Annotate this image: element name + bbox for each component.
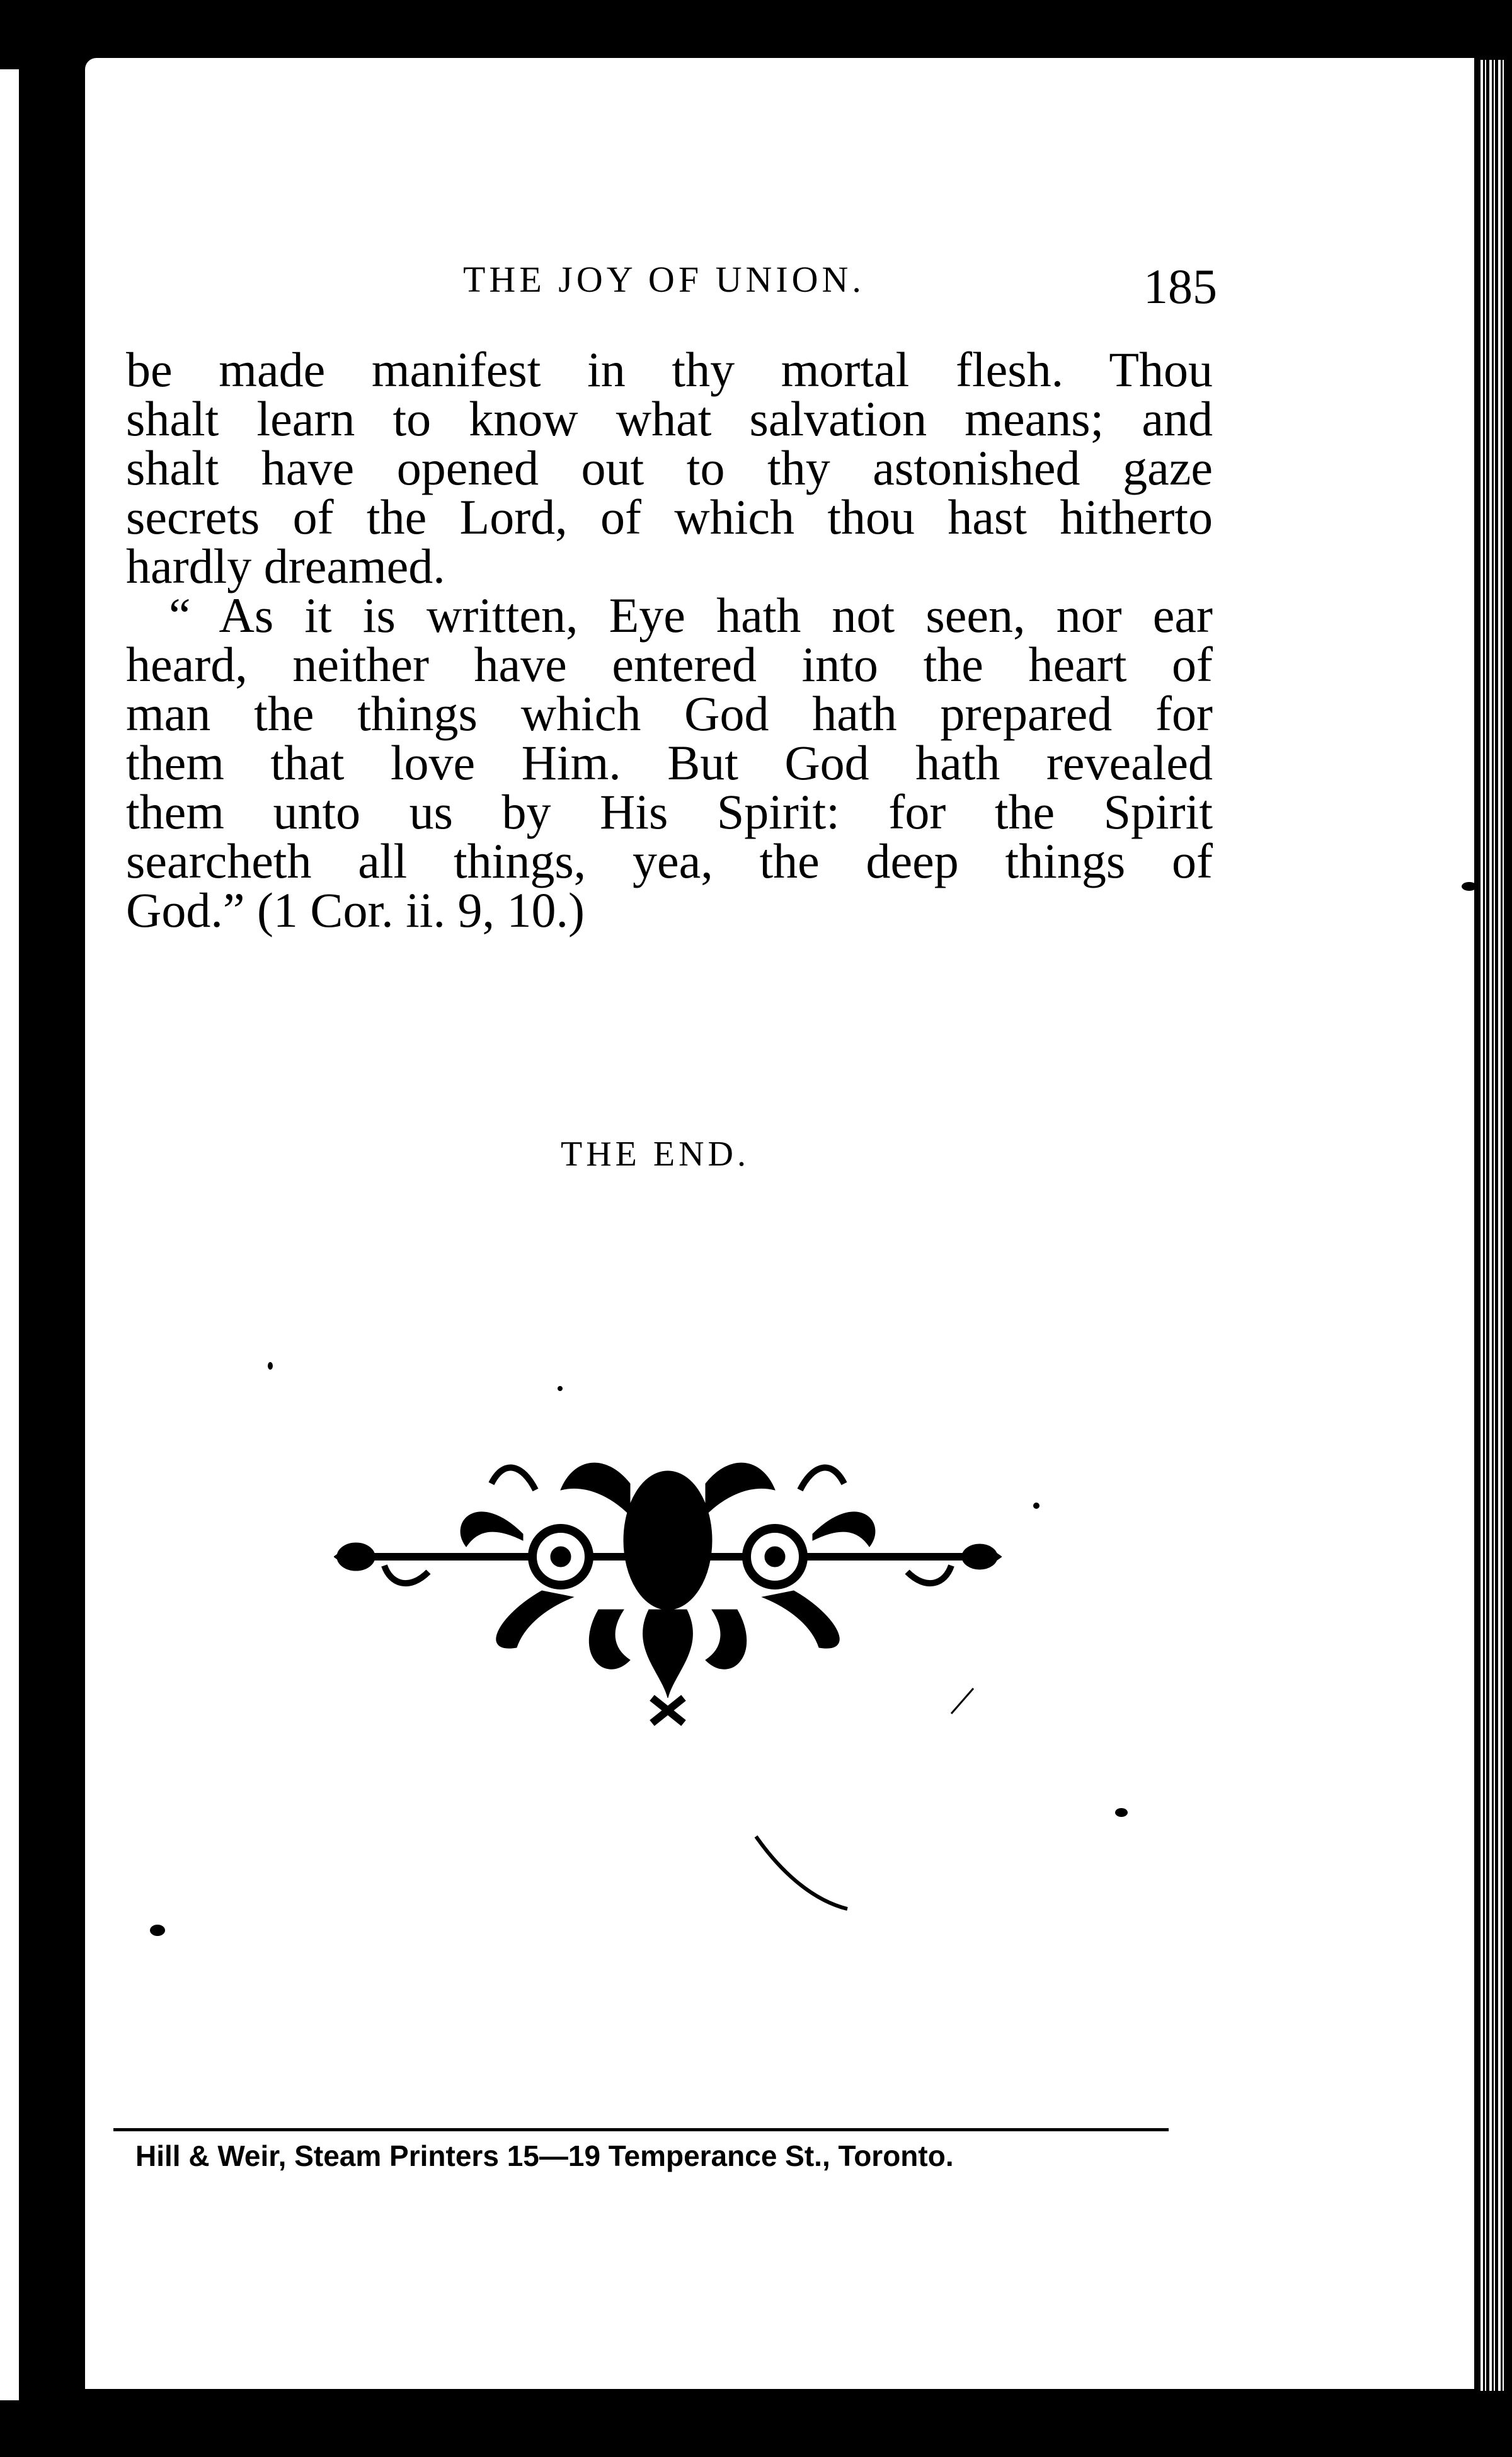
the-end-heading: THE END. <box>561 1135 750 1174</box>
text-line: God.” (1 Cor. ii. 9, 10.) <box>126 883 585 937</box>
scan-mark <box>945 1682 983 1720</box>
adjacent-page-edge <box>0 69 19 2400</box>
text-line: be made manifest in thy mortal flesh. Thou <box>126 342 1213 397</box>
imprint-rule <box>113 2128 1169 2131</box>
text-line: hardly dreamed. <box>126 539 445 593</box>
text-line: searcheth all things, yea, the deep things of <box>126 833 1213 888</box>
page-number: 185 <box>1143 259 1217 314</box>
scan-speck <box>1462 882 1477 891</box>
text-line: shalt learn to know what salvation means; and <box>126 391 1213 446</box>
text-line: man the things which God hath prepared for <box>126 686 1213 741</box>
floral-ornament-icon <box>334 1446 1002 1736</box>
scan-speck <box>150 1925 165 1936</box>
fore-edge <box>1480 60 1506 2391</box>
text-line: secrets of the Lord, of which thou hast hitherto <box>126 490 1213 544</box>
scan-speck <box>268 1362 273 1370</box>
scan-speck <box>1115 1808 1128 1817</box>
body-text <box>126 342 1213 937</box>
text-line: heard, neither have entered into the heart of <box>126 637 1213 692</box>
text-line: them unto us by His Spirit: for the Spirit <box>126 784 1213 839</box>
running-head: THE JOY OF UNION. <box>463 259 865 300</box>
scan-speck <box>1033 1503 1040 1509</box>
text-line: them that love Him. But God hath revealed <box>126 735 1213 790</box>
printer-imprint: Hill & Weir, Steam Printers 15—19 Temperance St., Toronto. <box>135 2139 954 2172</box>
scan-speck <box>558 1386 563 1391</box>
text-line: “ As it is written, Eye hath not seen, nor ear <box>169 588 1213 643</box>
scan-mark <box>753 1830 860 1918</box>
text-line: shalt have opened out to thy astonished gaze <box>126 440 1213 495</box>
